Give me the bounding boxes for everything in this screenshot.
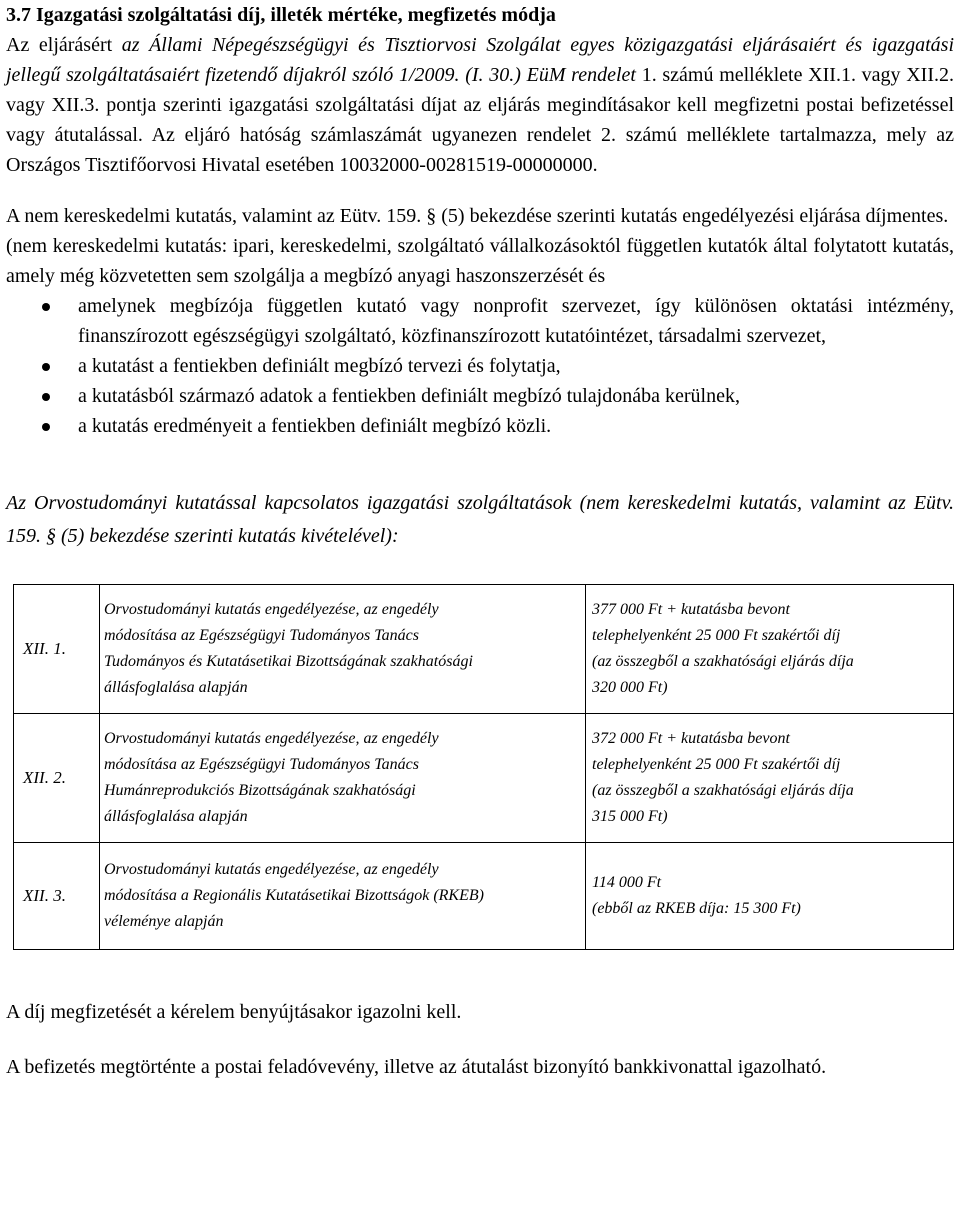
section-heading: 3.7 Igazgatási szolgáltatási díj, illeték mértéke, megfizetés módja (6, 4, 556, 26)
fee-code: XII. 2. (14, 714, 100, 843)
desc-line: Tudományos és Kutatásetikai Bizottságának szakhatósági (104, 653, 473, 670)
desc-line: Humánreprodukciós Bizottságának szakhatósági (104, 782, 416, 799)
fee-line: (ebből az RKEB díja: 15 300 Ft) (592, 900, 801, 917)
medical-research-fees-title: Az Orvostudományi kutatással kapcsolatos igazgatási szolgáltatások (nem kereskedelmi kutatás, valamint az Eütv. 159. § (5) bekezdése szerinti kutatás kivételével): (6, 492, 954, 547)
desc-line: véleménye alapján (104, 913, 224, 930)
non-commercial-paragraph: A nem kereskedelmi kutatás, valamint az Eütv. 159. § (5) bekezdése szerinti kutatás engedélyezési eljárása díjmentes. (6, 205, 949, 227)
desc-line: módosítása az Egészségügyi Tudományos Tanács (104, 627, 419, 644)
fee-line: 114 000 Ft (592, 874, 662, 891)
desc-line: módosítása a Regionális Kutatásetikai Bizottságok (RKEB) (104, 887, 484, 904)
fee-line: telephelyenként 25 000 Ft szakértői díj (592, 756, 841, 773)
fee-code: XII. 1. (14, 585, 100, 714)
desc-line: Orvostudományi kutatás engedélyezése, az engedély (104, 601, 439, 618)
list-item: a kutatásból származó adatok a fentiekben definiált megbízó tulajdonába kerülnek, (6, 381, 954, 411)
fee-line: (az összegből a szakhatósági eljárás díja (592, 782, 854, 799)
fee-line: telephelyenként 25 000 Ft szakértői díj (592, 627, 841, 644)
intro-regulation-title: az Állami Népegészségügyi és Tisztiorvosi Szolgálat egyes közigazgatási eljárásaiért és igazgatási jellegű szolgáltatásaiért fizetendő díjakról szóló 1/2009. (I. 30.) EüM rendelet (6, 34, 954, 86)
fee-line: 315 000 Ft) (592, 808, 668, 825)
list-item: a kutatást a fentiekben definiált megbízó tervezi és folytatja, (6, 351, 954, 381)
desc-line: Orvostudományi kutatás engedélyezése, az engedély (104, 861, 439, 878)
fee-description (100, 714, 586, 843)
fee-amount (586, 585, 954, 714)
intro-text-2: 1. számú melléklete XII.1. vagy XII.2. vagy XII.3. pontja szerinti igazgatási szolgáltatási díjat az eljárás megindításakor kell megfizetni postai befizetéssel vagy átutalással. Az eljáró hatóság számlaszámát ugyanezen rendelet 2. számú melléklete tartalmazza, mely az Országos Tisztifőorvosi Hivatal esetében 10032000-00281519-00000000. (6, 64, 954, 176)
table-row (14, 585, 954, 714)
list-item: a kutatás eredményeit a fentiekben definiált megbízó közli. (6, 411, 954, 441)
fee-line: (az összegből a szakhatósági eljárás díja (592, 653, 854, 670)
desc-line: állásfoglalása alapján (104, 808, 248, 825)
fee-line: 377 000 Ft + kutatásba bevont (592, 601, 790, 618)
desc-line: állásfoglalása alapján (104, 679, 248, 696)
non-commercial-definition: (nem kereskedelmi kutatás: ipari, kereskedelmi, szolgáltató vállalkozásoktól független kutatók által folytatott kutatás, amely még közvetetten sem szolgálja a megbízó anyagi haszonszerzését és (6, 235, 954, 287)
fee-amount (586, 843, 954, 950)
fee-line: 320 000 Ft) (592, 679, 668, 696)
intro-paragraph (6, 30, 954, 180)
fee-table (13, 584, 954, 950)
payment-proof-note: A díj megfizetését a kérelem benyújtásakor igazolni kell. (6, 1001, 462, 1023)
desc-line: módosítása az Egészségügyi Tudományos Tanács (104, 756, 419, 773)
table-row (14, 843, 954, 950)
document-page (6, 0, 954, 1083)
table-row (14, 714, 954, 843)
fee-code: XII. 3. (14, 843, 100, 950)
fee-description (100, 585, 586, 714)
desc-line: Orvostudományi kutatás engedélyezése, az engedély (104, 730, 439, 747)
fee-description (100, 843, 586, 950)
criteria-list (6, 291, 954, 441)
fee-line: 372 000 Ft + kutatásba bevont (592, 730, 790, 747)
payment-evidence-note: A befizetés megtörténte a postai feladóvevény, illetve az átutalást bizonyító bankkivonattal igazolható. (6, 1056, 827, 1078)
intro-text-1: Az eljárásért (6, 34, 122, 56)
fee-amount (586, 714, 954, 843)
list-item: amelynek megbízója független kutató vagy nonprofit szervezet, így különösen oktatási intézmény, finanszírozott egészségügyi szolgáltató, közfinanszírozott kutatóintézet, társadalmi szervezet, (6, 291, 954, 351)
